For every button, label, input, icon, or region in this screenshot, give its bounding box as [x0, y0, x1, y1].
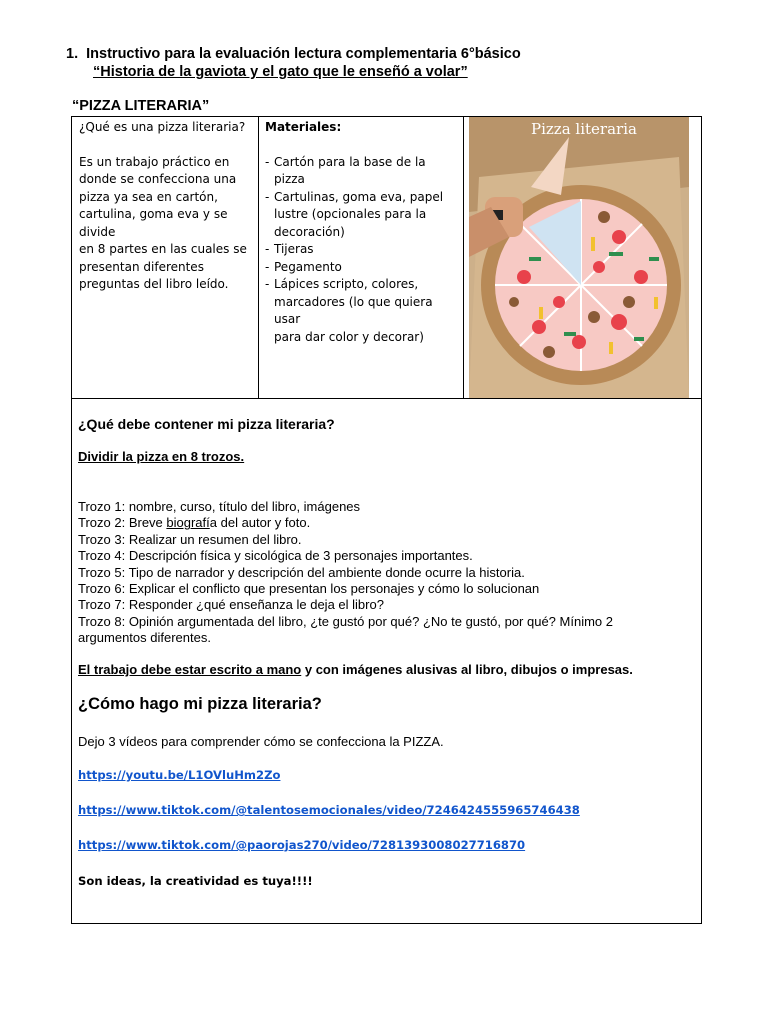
- heading-title: Instructivo para la evaluación lectura complementaria 6°básico: [86, 46, 521, 62]
- material-item: - Cartulinas, goma eva, papel lustre (opcionales para la decoración): [265, 189, 460, 242]
- slice-item: Trozo 4: Descripción física y sicológica de 3 personajes importantes.: [78, 548, 473, 564]
- slice-item: Trozo 5: Tipo de narrador y descripción del ambiente donde ocurre la historia.: [78, 564, 525, 580]
- material-item: - Tijeras: [265, 241, 460, 259]
- videos-intro: Dejo 3 vídeos para comprender cómo se confecciona la PIZZA.: [78, 734, 444, 749]
- table-divider-1: [258, 116, 259, 399]
- closing-text: Son ideas, la creatividad es tuya!!!!: [78, 874, 313, 888]
- slice-item: argumentos diferentes.: [78, 630, 211, 646]
- material-item: - Pegamento: [265, 259, 460, 277]
- materials-list: [265, 154, 460, 347]
- pizza-illustration: [469, 117, 689, 398]
- how-to-question: ¿Cómo hago mi pizza literaria?: [78, 695, 322, 713]
- slices-list: [78, 499, 688, 647]
- heading-number: 1.: [66, 46, 79, 62]
- definition-cell: [79, 119, 257, 294]
- definition-line: cartulina, goma eva y se divide: [79, 207, 228, 239]
- contents-question: ¿Qué debe contener mi pizza literaria?: [78, 416, 335, 432]
- definition-line: preguntas del libro leído.: [79, 277, 229, 291]
- materials-cell: [265, 119, 460, 346]
- book-title: “Historia de la gaviota y el gato que le enseñó a volar”: [93, 64, 468, 80]
- definition-line: Es un trabajo práctico en: [79, 154, 230, 169]
- table-divider-2: [463, 116, 464, 399]
- document-heading: [66, 46, 521, 62]
- slice-item: Trozo 8: Opinión argumentada del libro, ¿te gustó por qué? ¿No te gustó, por qué? Mínimo 2: [78, 613, 613, 629]
- definition-line: en 8 partes en las cuales se: [79, 242, 247, 256]
- slice-item: Trozo 7: Responder ¿qué enseñanza le deja el libro?: [78, 597, 384, 613]
- video-link-tiktok-1[interactable]: https://www.tiktok.com/@talentosemocionales/video/7246424555965746438: [78, 803, 580, 817]
- photo-caption: Pizza literaria: [531, 120, 637, 138]
- definition-heading: ¿Qué es una pizza literaria?: [79, 120, 246, 134]
- activity-title: “PIZZA LITERARIA”: [72, 98, 210, 114]
- slice-item: Trozo 3: Realizar un resumen del libro.: [78, 531, 302, 547]
- table-row-divider: [71, 398, 702, 399]
- definition-line: pizza ya sea en cartón,: [79, 189, 218, 204]
- handwritten-note: El trabajo debe estar escrito a mano y con imágenes alusivas al libro, dibujos o impresas.: [78, 662, 633, 677]
- slice-item: Trozo 2: Breve biografía del autor y foto.: [78, 515, 311, 531]
- slice-item: Trozo 1: nombre, curso, título del libro, imágenes: [78, 499, 361, 514]
- pizza-photo: [469, 117, 689, 398]
- video-link-youtube[interactable]: https://youtu.be/L1OVluHm2Zo: [78, 768, 281, 782]
- definition-line: donde se confecciona una: [79, 172, 237, 186]
- definition-line: presentan diferentes: [79, 259, 204, 274]
- material-item: - Lápices scripto, colores, marcadores (lo que quiera usar para dar color y decorar): [265, 276, 460, 346]
- materials-heading: Materiales:: [265, 120, 342, 134]
- video-link-tiktok-2[interactable]: https://www.tiktok.com/@paorojas270/video/7281393008027716870: [78, 838, 526, 852]
- material-item: - Cartón para la base de la pizza: [265, 154, 460, 189]
- note-emphasis: El trabajo debe estar escrito a mano: [78, 662, 302, 677]
- divide-instruction: Dividir la pizza en 8 trozos.: [78, 449, 245, 464]
- slice-item: Trozo 6: Explicar el conflicto que presentan los personajes y cómo lo solucionan: [78, 581, 540, 597]
